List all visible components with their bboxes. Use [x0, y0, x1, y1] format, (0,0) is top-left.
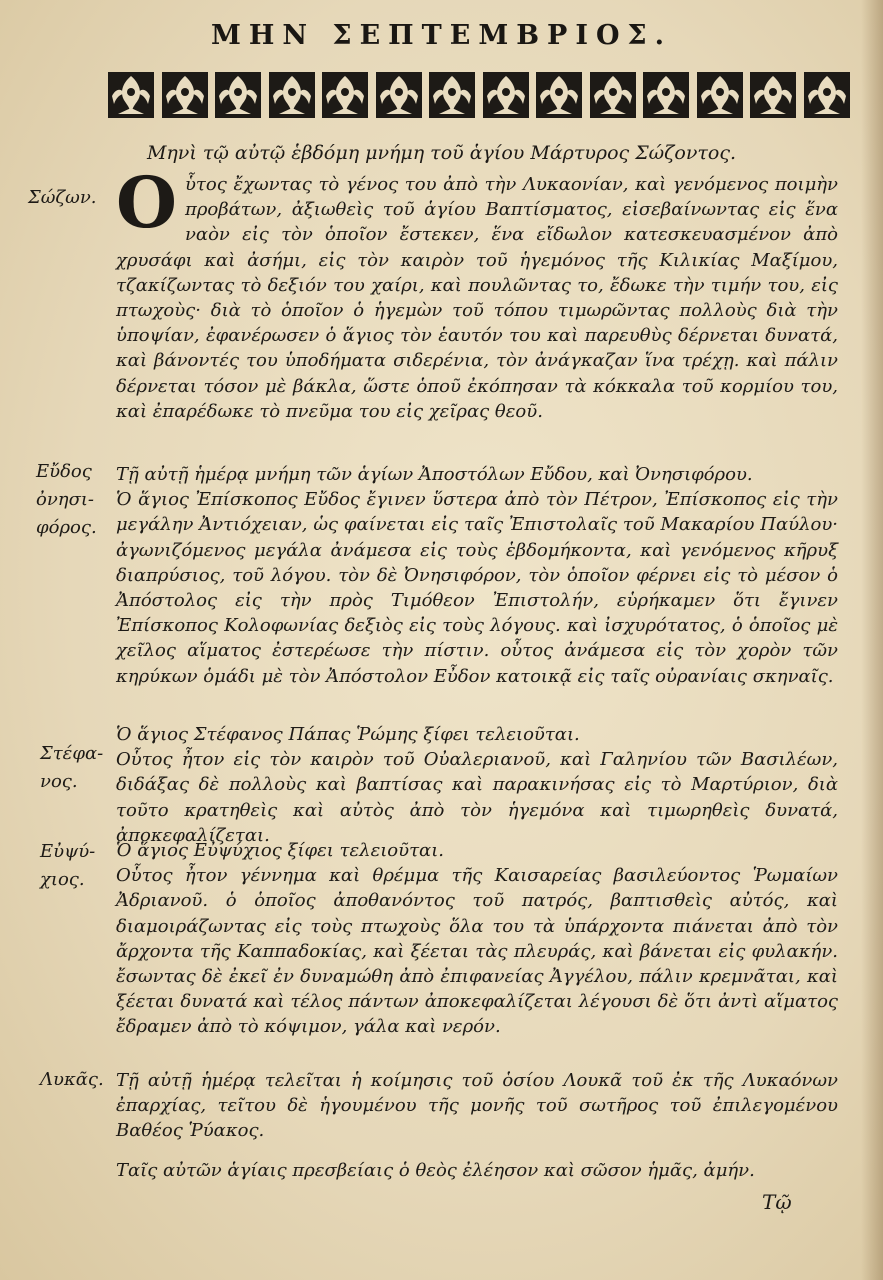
section-text: Ὁ ἅγιος Ἐπίσκοπος Εὔδος ἔγινεν ὕστερα ἀπὸ τὸν Πέτρον, Ἐπίσκοπος εἰς τὴν μεγάλην Ἀντιόχειαν, ὡς φαίνεται εἰς ταῖς Ἐπιστολαῖς τοῦ Μακαρίου Παύλου· ἀγωνιζόμενος μεγάλα ἀνάμεσα εἰς τοὺς ἑβδομήκοντα, καὶ γενόμενος κῆρυξ διαπρύσιος, τοῦ λόγου. τὸν δὲ Ὀνησιφόρον, τὸν ὁποῖον φέρνει εἰς τὸ μέσον ὁ Ἀπόστολος εἰς τὴν πρὸς Τιμόθεον Ἐπιστολήν, εὑρήκαμεν ὅτι ἔγινεν Ἐπίσκοπος Κολοφωνίας δεξιὸς εἰς τοὺς λόγους. καὶ ἰσχυρότατος, ὁ ὁποῖος μὲ χεῖλος αἵματος ἐστερέωσε τὴν πίστιν. οὗτος ἀνάμεσα εἰς τὸν χορὸν τῶν κηρύκων ὁμάδι μὲ τὸν Ἀπόστολον Εὖδον κατοικᾷ εἰς ταῖς οὐρανίαις σκηναῖς. [116, 489, 838, 687]
fleuron-icon [267, 70, 317, 120]
fleuron-icon [641, 70, 691, 120]
page-edge-shadow [861, 0, 883, 1280]
margin-note-line: Εὐψύ- [40, 841, 96, 862]
headpiece-ornament-band [106, 70, 852, 120]
margin-note-eupsychios [40, 838, 95, 894]
fleuron-icon [320, 70, 370, 120]
fleuron-icon [748, 70, 798, 120]
margin-note-sozon: Σώζων. [28, 187, 97, 208]
catchword: Τῷ [762, 1190, 792, 1214]
fleuron-icon [160, 70, 210, 120]
page-title: ΜΗΝ ΣΕΠΤΕΜΒΡΙΟΣ. [211, 20, 672, 51]
section-text: Οὗτος ἦτον εἰς τὸν καιρὸν τοῦ Οὐαλεριανοῦ, καὶ Γαληνίου τῶν Βασιλέων, διδάξας δὲ πολλοὺς καὶ βαπτίσας καὶ παρακινήσας εἰς τὸ Μαρτύριον, διὰ τοῦτο κρατηθεὶς καὶ αὐτὸς ἀπὸ τὸν ἡγεμόνα καὶ τιμωρηθεὶς δυνατά, ἀποκεφαλίζεται. [116, 749, 838, 846]
section-stephanos [116, 722, 838, 848]
margin-note-line: νος. [40, 771, 78, 792]
fleuron-icon [588, 70, 638, 120]
margin-note-line: Στέφα- [40, 743, 104, 764]
margin-note-line: χιος. [40, 869, 85, 890]
margin-note-line: φόρος. [36, 517, 97, 538]
margin-note-eudos [36, 458, 97, 542]
section-heading: Τῇ αὐτῇ ἡμέρᾳ μνήμη τῶν ἁγίων Ἀποστόλων Εὔδου, καὶ Ὀνησιφόρου. [116, 464, 753, 485]
closing-prayer [116, 1158, 838, 1183]
fleuron-icon [534, 70, 584, 120]
fleuron-icon [106, 70, 156, 120]
fleuron-icon [695, 70, 745, 120]
fleuron-icon [427, 70, 477, 120]
intro-heading: Μηνὶ τῷ αὐτῷ ἑβδόμη μνήμη τοῦ ἁγίου Μάρτυρος Σώζοντος. [146, 142, 737, 164]
drop-cap: Ο [116, 161, 177, 244]
margin-note-stephanos [40, 740, 103, 796]
section-text: Ταῖς αὐτῶν ἁγίαις πρεσβείαις ὁ θεὸς ἐλέησον καὶ σῶσον ἡμᾶς, ἀμήν. [116, 1160, 755, 1181]
fleuron-icon [213, 70, 263, 120]
section-sozon [116, 161, 838, 424]
section-eudos [116, 462, 838, 689]
section-heading: Ὁ ἅγιος Εὐψύχιος ξίφει τελειοῦται. [116, 840, 444, 861]
fleuron-icon [802, 70, 852, 120]
fleuron-icon [481, 70, 531, 120]
section-text: ὗτος ἔχωντας τὸ γένος του ἀπὸ τὴν Λυκαονίαν, καὶ γενόμενος ποιμὴν προβάτων, ἀξιωθεὶς τοῦ ἁγίου Βαπτίσματος, εἰσεβαίνωντας εἰς ἕνα ναὸν εἰς τὸν ὁποῖον ἔστεκεν, ἕνα εἴδωλον κατεσκευασμένον ἀπὸ χρυσάφι καὶ ἀσήμι, εἰς τὸν καιρὸν τοῦ ἡγεμόνος τῆς Κιλικίας Μαξίμου, τζακίζωντας τὸ δεξιόν του χαίρι, καὶ πουλῶντας το, ἔδωκε τὴν τιμήν του, εἰς πτωχοὺς· διὰ τὸ ὁποῖον ὁ ἡγεμὼν τοῦ τόπου τιμωρῶντας πολλοὺς διὰ τὴν ὑποψίαν, ἐφανέρωσεν ὁ ἅγιος τὸν ἑαυτόν του καὶ παρευθὺς δέρνεται δυνατά, καὶ βάνοντές του ὑποδήματα σιδερένια, τὸν ἀνάγκαζαν ἵνα τρέχῃ. καὶ πάλιν δέρνεται τόσον μὲ βάκλα, ὥστε ὁποῦ ἐκόπησαν τὰ κόκκαλα τοῦ κορμίου του, καὶ ἐπαρέδωκε τὸ πνεῦμα του εἰς χεῖρας θεοῦ. [116, 174, 838, 422]
section-text: Τῇ αὐτῇ ἡμέρᾳ τελεῖται ἡ κοίμησις τοῦ ὁσίου Λουκᾶ τοῦ ἐκ τῆς Λυκαόνων ἐπαρχίας, τεῖτου δὲ ἡγουμένου τῆς μονῆς τοῦ σωτῆρος τοῦ ἐπιλεγομένου Βαθέος Ῥύακος. [116, 1070, 838, 1142]
section-loukas [116, 1068, 838, 1144]
section-eupsychios [116, 838, 838, 1040]
fleuron-icon [374, 70, 424, 120]
section-heading: Ὁ ἅγιος Στέφανος Πάπας Ῥώμης ξίφει τελειοῦται. [116, 724, 580, 745]
margin-note-loukas: Λυκᾶς. [40, 1069, 104, 1090]
margin-note-line: ὀνησι- [36, 489, 94, 510]
section-text: Οὗτος ἦτον γέννημα καὶ θρέμμα τῆς Καισαρείας βασιλεύοντος Ῥωμαίων Ἀδριανοῦ. ὁ ὁποῖος ἀποθανόντος τοῦ πατρός, βαπτισθεὶς αὐτός, καὶ διαμοιράζωντας εἰς τοὺς πτωχοὺς ὅλα του τὰ ὑπάρχοντα πιάνεται ἀπὸ τὸν ἄρχοντα τῆς Καππαδοκίας, καὶ ξέεται τὰς πλευράς, καὶ βάνεται εἰς φυλακήν. ἔσωντας δὲ ἐκεῖ ἐν δυναμώθη ἀπὸ ἐπιφανείας Ἀγγέλου, πάλιν κρεμνᾶται, καὶ ξέεται δυνατά καὶ τέλος πάντων ἀποκεφαλίζεται λέγουσι δὲ ὅτι ἀντὶ αἵματος ἔδραμεν ἀπὸ τὸ κόψιμον, γάλα καὶ νερόν. [116, 865, 838, 1038]
margin-note-line: Εὔδος [36, 461, 92, 482]
